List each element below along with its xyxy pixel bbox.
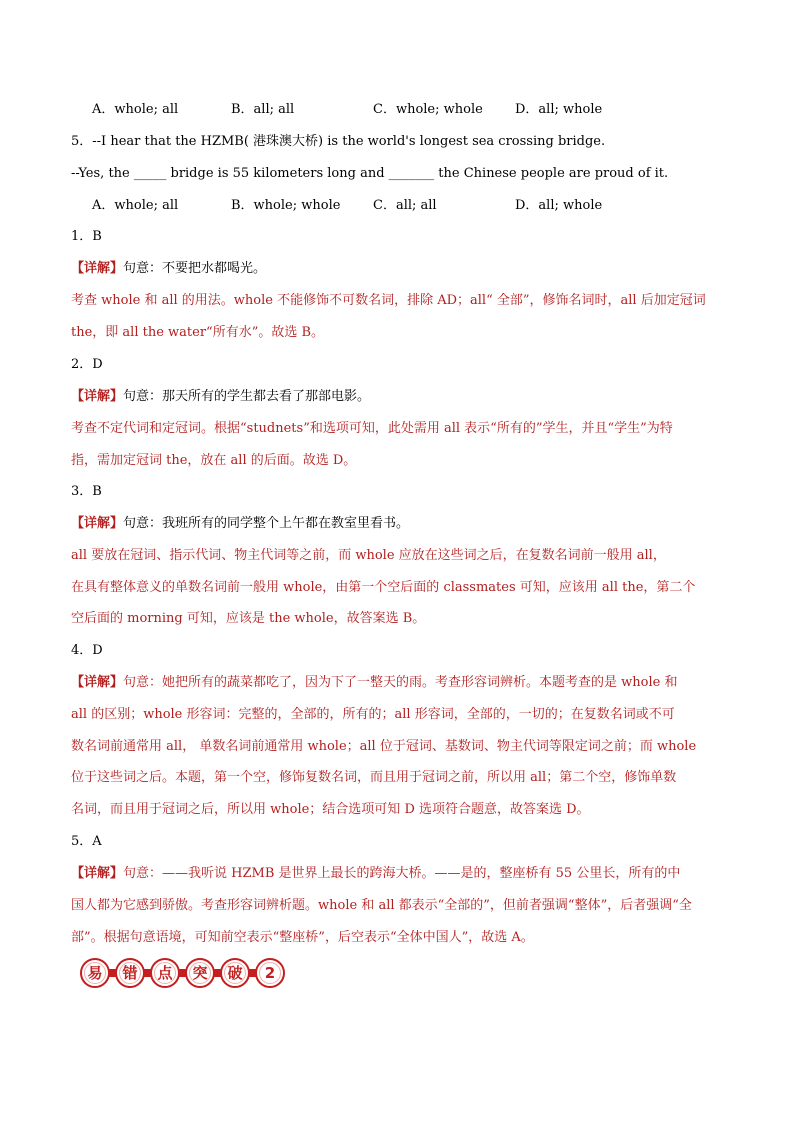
section-banner	[75, 958, 275, 990]
answer-1-detail	[71, 260, 731, 278]
answer-3-explain-1: all 要放在冠词、指示代词、物主代词等之前，而 whole 应放在这些词之后，在复数名词前一般用 all，	[71, 548, 666, 563]
answer-1-number: 1．B	[71, 229, 102, 244]
answer-3-number: 3．B	[71, 484, 102, 499]
q5-option-c: C．all; all	[373, 198, 437, 213]
banner-char-1: 易	[80, 958, 110, 988]
answer-2-explain-2: 指，需加定冠词 the，放在 all 的后面。故选 D。	[71, 453, 357, 468]
answer-5-explain-2: 部”。根据句意语境，可知前空表示“整座桥”，后空表示“全体中国人”，故选 A。	[71, 930, 534, 945]
q5-stem-line2: --Yes, the _____ bridge is 55 kilometers long and _______ the Chinese people are proud of it.	[71, 166, 669, 181]
banner-char-5: 破	[220, 958, 250, 988]
answer-5-explain-1: 国人都为它感到骄傲。考查形容词辨析题。whole 和 all 都表示“全部的”，但前者强调“整体”，后者强调“全	[71, 898, 692, 913]
banner-char-3: 点	[150, 958, 180, 988]
q5-option-a: A．whole; all	[92, 198, 179, 213]
answer-3-meaning: 句意：我班所有的同学整个上午都在教室里看书。	[123, 516, 410, 531]
banner-char-4: 突	[185, 958, 215, 988]
answer-4-explain-1: all 的区别；whole 形容词：完整的，全部的，所有的；all 形容词，全部的，一切的；在复数名词或不可	[71, 707, 675, 722]
detail-tag: 【详解】	[71, 261, 124, 276]
answer-4-explain-3: 位于这些词之后。本题，第一个空，修饰复数名词，而且用于冠词之前，所以用 all；第二个空，修饰单数	[71, 770, 677, 785]
answer-2-number: 2．D	[71, 357, 103, 372]
answer-2-detail	[71, 388, 731, 406]
q5-option-d: D．all; whole	[515, 198, 603, 213]
answer-1-explain-1: 考查 whole 和 all 的用法。whole 不能修饰不可数名词，排除 AD；all“ 全部”，修饰名词时，all 后加定冠词	[71, 293, 706, 308]
detail-tag: 【详解】	[71, 675, 124, 690]
q5-stem-line1: 5．--I hear that the HZMB( 港珠澳大桥) is the world's longest sea crossing bridge.	[71, 134, 606, 149]
q4-option-b: B．all; all	[231, 102, 295, 117]
answer-2-explain-1: 考查不定代词和定冠词。根据“studnets”和选项可知，此处需用 all 表示“所有的”学生，并且“学生”为特	[71, 421, 673, 436]
answer-1-meaning: 句意：不要把水都喝光。	[123, 261, 267, 276]
detail-tag: 【详解】	[71, 516, 124, 531]
answer-3-explain-2: 在具有整体意义的单数名词前一般用 whole，由第一个空后面的 classmates 可知，应该用 all the，第二个	[71, 580, 696, 595]
answer-3-detail	[71, 515, 731, 533]
answer-5-number: 5．A	[71, 834, 102, 849]
answer-4-number: 4．D	[71, 643, 103, 658]
answer-5-meaning: 句意：——我听说 HZMB 是世界上最长的跨海大桥。——是的，整座桥有 55 公里长，所有的中	[123, 866, 681, 881]
answer-5-detail	[71, 865, 731, 883]
answer-4-meaning: 句意：她把所有的蔬菜都吃了，因为下了一整天的雨。考查形容词辨析。本题考查的是 whole 和	[123, 675, 678, 690]
answer-4-detail	[71, 674, 731, 692]
answer-3-explain-3: 空后面的 morning 可知，应该是 the whole，故答案选 B。	[71, 611, 426, 626]
answer-2-meaning: 句意：那天所有的学生都去看了那部电影。	[123, 389, 371, 404]
q5-option-b: B．whole; whole	[231, 198, 341, 213]
q4-option-c: C．whole; whole	[373, 102, 483, 117]
detail-tag: 【详解】	[71, 866, 124, 881]
answer-4-explain-2: 数名词前通常用 all， 单数名词前通常用 whole；all 位于冠词、基数词、物主代词等限定词之前；而 whole	[71, 739, 697, 754]
q4-option-a: A．whole; all	[92, 102, 179, 117]
banner-char-6: 2	[255, 958, 285, 988]
answer-1-explain-2: the，即 all the water“所有水”。故选 B。	[71, 325, 325, 340]
q4-option-d: D．all; whole	[515, 102, 603, 117]
detail-tag: 【详解】	[71, 389, 124, 404]
answer-4-explain-4: 名词，而且用于冠词之后，所以用 whole；结合选项可知 D 选项符合题意，故答案选 D。	[71, 802, 590, 817]
banner-char-2: 错	[115, 958, 145, 988]
